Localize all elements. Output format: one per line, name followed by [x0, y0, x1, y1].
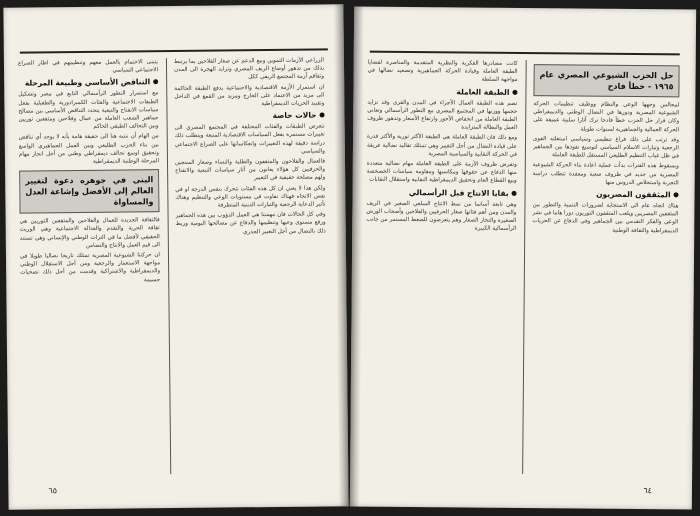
paragraph: وهي تابعة أساسا من نمط الانتاج السلعي الصغير في الريف والمدن ومن أهم فئاتها صغار الحرفيين والفلاحين وأصحاب الورش الصغيرة والتجار الصغار وهم يتعرضون للضغط المستمر من جانب الرأسمالية الكبيرة [366, 200, 517, 233]
spine-shadow [333, 4, 348, 506]
paragraph: هناك اتجاه عام الى الاستجابة لضرورات التنمية والتطور بين المثقفين المصريين ويلعب المثقفون الثوريون دورا هاما في نشر الوعي والفكر التقدمي بين الجماهير وفي الدفاع عن الحريات الديمقراطية والثقافة الوطنية [532, 202, 679, 234]
page-number: ٦٤ [643, 486, 653, 496]
left-page-column-right [174, 56, 328, 474]
paragraph: يتبنى الاحتمام بالعمل معهم وتنظيمهم في اطار الصراع الاجتماعي السياسي [17, 59, 159, 74]
paragraph: ان حركتنا الشيوعية المصرية تمتلك تاريخا نضاليا طويلا في مواجهة الاستعمار والرجعية ومن أجل الاستقلال الوطني والديمقراطية والاشتراكية وقدمت من أجل ذلك تضحيات جسيمة [19, 252, 161, 283]
section-heading: حالات خاصة [174, 111, 324, 123]
paragraph: وبسقوط هذه الفترات بدأت عملية اعادة بناء الحركة الشيوعية المصرية من جديد في ظروف صعبة ومعقدة تتطلب دراسة التجربة واستخلاص الدروس منها [532, 162, 679, 187]
paragraph: وتفرض ظروف الأزمة على الطبقة العاملة مهام نضالية متعددة منها الدفاع عن حقوقها ومكاسبها ومقاومة سياسات الخصخصة وبيع القطاع العام وتحقيق الديمقراطية النقابية واستقلال النقابات [366, 160, 517, 185]
right-page [350, 7, 696, 510]
paragraph: فالثقافة الجديدة للعمال والفلاحين والمثقفين الثوريين هي ثقافة الحرية والتقدم والعدالة الاجتماعية وهي الوريث الحقيقي لأفضل ما في التراث الوطني والإنساني وهي تستند الى قيم العمل والانتاج والتضامن [19, 217, 160, 249]
spine-shadow [350, 7, 364, 507]
paragraph: فالعمال والفلاحون والمثقفون والطلبة والنساء وصغار المنتجين والحرفيين كل هؤلاء يعانون من آثار سياسات التبعية والانفتاح ولهم مصلحة حقيقية في التغيير [174, 158, 326, 182]
header-rule [20, 48, 328, 53]
paragraph: الزراعي الأزمات التموين وبيع الدعم عن صغار الفلاحين بما يرتبط بذلك من تدهور أوضاع الريف المصري وتزايد الهجرة الى المدن وتفاقم أزمة المجتمع الريفي ككل [173, 57, 325, 81]
bullet-icon [512, 90, 517, 95]
page-number: ٦٥ [48, 486, 58, 496]
paragraph: من الهام أن ننتبه هنا الى حقيقة هامة بأنه لا يوجد أي تناقض بين بناء الحزب الطليعي وبين العمل الجماهيري الواسع وتحقيق اوسع تحالف ديمقراطي وطني من أجل انجاز مهام المرحلة الوطنية الديمقراطية [18, 133, 160, 165]
paragraph: ولكن هذا لا يعني ان كل هذه الفئات تتحرك بنفس الدرجة او في نفس الاتجاه فهناك تفاوت في مستويات الوعي والتنظيم وهناك تأثير الدعاية الرجعية والتيارات الدينية المتطرفة [175, 185, 326, 209]
bullet-icon [674, 192, 679, 197]
left-page [3, 4, 348, 510]
bullet-icon [153, 80, 158, 85]
paragraph: تتعرض الطبقات والفئات المختلفة في المجتمع المصري الى تغييرات مستمرة بفعل السياسات الاقتصادية المتبعة ويتطلب ذلك دراسة دقيقة لهذه التغييرات وانعكاساتها على الصراع الاجتماعي والسياسي [174, 123, 325, 155]
section-heading: بقايا الانتاج قبل الرأسمالي [367, 187, 517, 198]
paragraph: ومع ذلك فان الطبقة العاملة هي الطبقة الأكثر ثورية والأكثر قدرة على قيادة النضال من أجل التغيير وهي تمتلك تقاليد نضالية عريقة في الحركة النقابية والسياسية المصرية [366, 134, 518, 158]
section-heading: الطبقة العاملة [367, 86, 517, 97]
paragraph: لمجالس وجهها الوعي والنظام ووظيف تنظيمات الحركة الشيوعية المصرية ودورها في النضال الوطني والديمقراطي وكان قرار حل الحزب خطأ فادحا ترك آثارا سلبية عميقة على الحركة العمالية والجماهيرية لسنوات طويلة [533, 101, 680, 133]
paragraph: وقد ترتب على ذلك فراغ تنظيمي وسياسي استغلته القوى الرجعية وتيارات الاسلام السياسي لتوسيع نفوذها بين الجماهير في ظل غياب التنظيم الطليعي المستقل للطبقة العاملة [532, 135, 680, 160]
bullet-icon [319, 113, 324, 118]
paragraph: ان استمرار الأزمة الاقتصادية والاجتماعية يدفع الطبقة الحاكمة الى مزيد من الاعتماد على الخارج ومزيد من القمع في الداخل وتقييد الحريات الديمقراطية [174, 84, 325, 108]
paragraph: وفي كل الحالات فان مهمتنا هي العمل الدؤوب بين هذه الجماهير ورفع مستوى وعيها وتنظيمها والدفاع عن مصالحها اليومية وربط ذلك بالنضال من أجل التغيير الجذري [175, 211, 326, 235]
paragraph: مع استمرار التطور الرأسمالي التابع في مصر وتشكيل الطبقات الاجتماعية والفئات الكمبرادورية والطفيلية بفعل سياسات الانفتاح والتبعية يتحدد التناقض الأساسي بين مصالح جماهير الشعب العاملة من عمال وفلاحين ومثقفين ثوريين وبين التحالف الطبقي الحاكم [18, 90, 159, 131]
section-heading: المثقفون المصريون [533, 189, 679, 200]
section-heading: التناقض الأساسي وطبيعة المرحلة [18, 78, 158, 89]
paragraph: تضم هذه الطبقة العمال الأجراء في المدن والقرى وقد تزايد حجمها ووزنها في المجتمع المصري مع التطور الرأسمالي وتعاني الطبقة العاملة من انخفاض الأجور وارتفاع الأسعار وتدهور ظروف العمل والبطالة المتزايدة [367, 99, 518, 132]
boxed-heading: حل الحزب الشيوعي المصري عام ١٩٦٥ - خطأ فادح [533, 64, 679, 97]
header-rule [370, 51, 680, 56]
right-page-column-right [530, 60, 680, 475]
column-divider [166, 58, 171, 474]
boxed-heading: البنى في جوهره دعوة لتغيير العالم إلى الأفضل وإشاعة العدل والمساواة [19, 169, 159, 213]
column-divider [522, 60, 527, 474]
left-page-column-left [18, 58, 162, 475]
paragraph: كانت مصادرها الفكرية والنظرية المتقدمة والمناصرة لقضايا الطبقة العاملة وقيادة الحركة الجماهيرية وتصعيد نضالها في مواجهة السلطة [367, 59, 518, 84]
bullet-icon [512, 191, 517, 196]
right-page-column-left [364, 59, 518, 474]
